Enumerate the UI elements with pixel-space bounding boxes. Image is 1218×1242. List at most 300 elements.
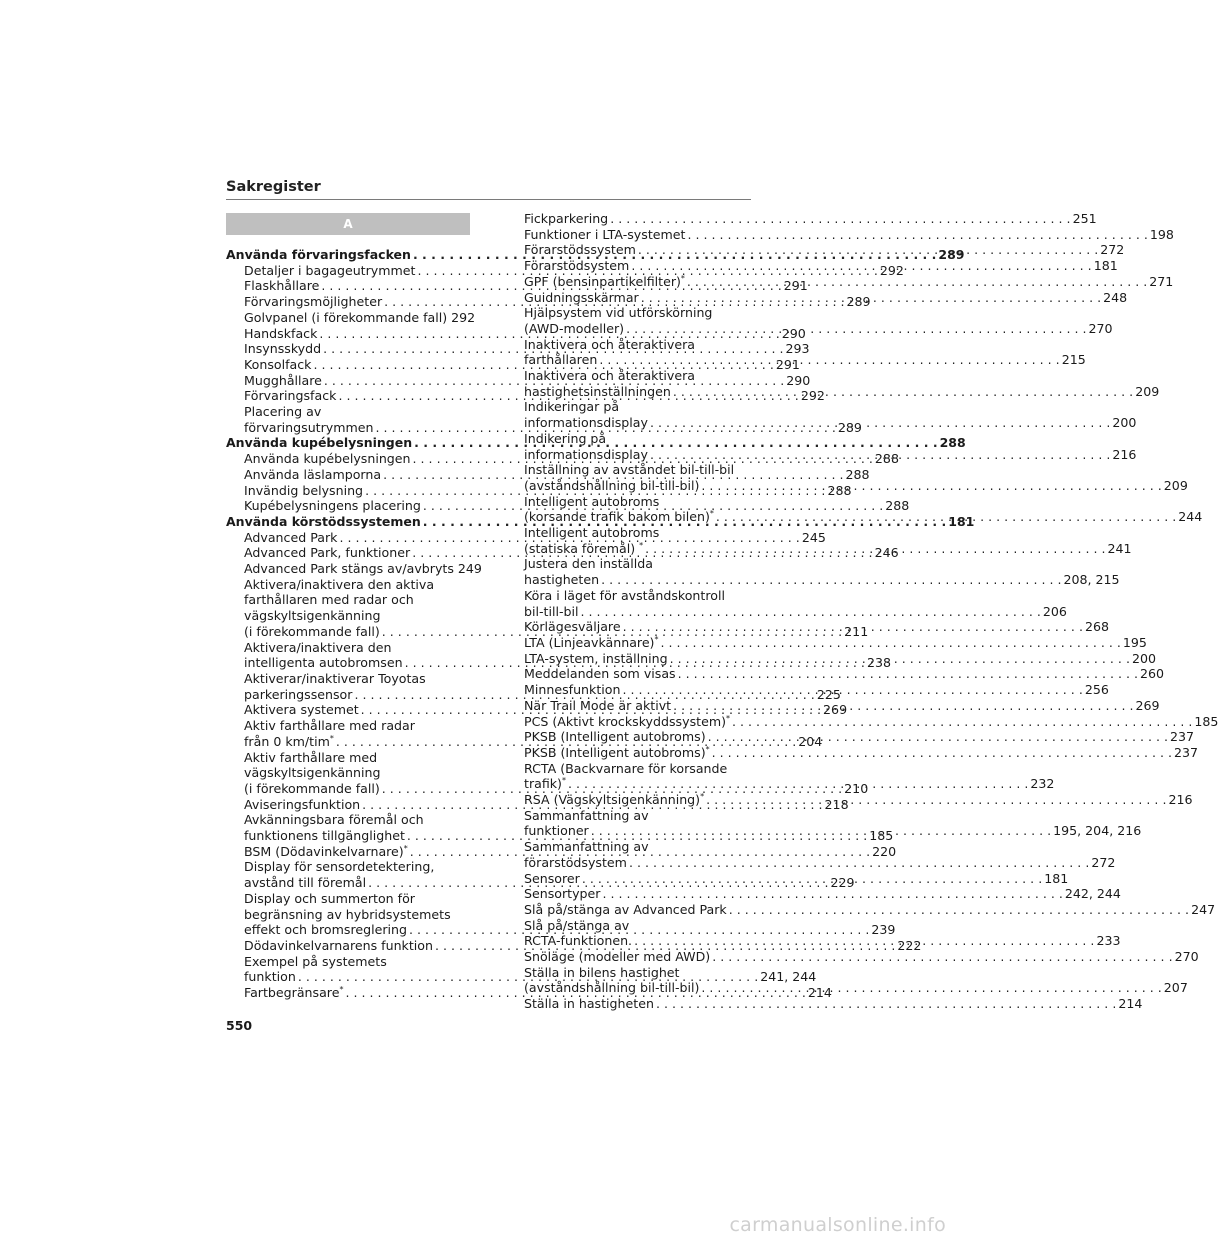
index-entry-label-text: Förarstödssystem [524,242,636,258]
index-entry-label [244,294,384,310]
dot-leader [634,933,1094,949]
index-entry-label-text: Sensorer [524,870,580,886]
index-entry-label [524,572,601,588]
index-entry-page: 218 [824,796,849,812]
index-entry-text-line: Aktivera/inaktivera den aktiva [244,576,435,592]
index-entry-page: 238 [866,655,891,671]
index-entry-label [244,985,345,1001]
index-entry-page: 237 [1174,744,1199,760]
index-entry-label-text: effekt och bromsreglering [244,922,407,938]
footnote-marker: * [709,509,714,519]
index-entry-page: 292 [879,262,904,278]
index-entry-label-text: Aktivera systemet [244,702,359,718]
index-entry-label-text: RSA (Vägskyltsigenkänning) [524,792,701,808]
index-entry-text-line: Aktiverar/inaktiverar Toyotas [244,670,426,686]
index-entry-text-line: Display för sensordetektering, [244,859,435,875]
index-entry-label [524,415,650,431]
index-entry-label-text: Sensortyper [524,886,601,902]
index-entry-page: 198 [1149,226,1174,242]
index-entry-label [244,655,405,671]
index-entry [524,211,1097,227]
index-entry-row [524,572,1120,588]
index-entry [524,901,1216,918]
dot-leader [626,321,1086,337]
index-entry-page: 249 [457,561,482,577]
section-letter: A [343,217,353,231]
index-entry-page: 241 [1107,540,1132,556]
index-entry-page: 229 [830,875,855,891]
index-entry-text-line: Sammanfattning av [524,807,649,823]
index-entry-row [244,309,476,326]
dot-leader [622,682,1082,698]
index-entry-label-text: Förvaringsmöjligheter [244,294,383,310]
index-entry-label [244,938,435,954]
dot-leader [645,541,1105,557]
index-entry-label-text: trafik) [524,776,562,792]
index-entry-label [524,211,610,227]
index-entry [524,886,1121,902]
index-entry-label-text: Minnesfunktion [524,682,621,698]
index-entry-label [524,949,712,965]
index-entry-label [524,698,673,714]
index-entry-row [524,996,1143,1012]
index-entry-page: 288 [939,435,966,451]
index-entry [524,744,1199,761]
index-entry-row [524,634,1147,651]
index-entry [524,713,1218,730]
index-entry-page: 269 [1135,697,1160,713]
index-entry-label-text: funktionens tillgänglighet [244,828,405,844]
index-entry-label-text: (i förekommande fall) [244,623,380,639]
index-entry-label [524,776,568,792]
index-entry-page: 181 [1044,870,1069,886]
index-entry-page: 204 [798,733,823,749]
index-entry-label [524,651,670,667]
index-entry-label-text: BSM (Dödavinkelvarnare) [244,843,404,859]
index-entry-page: 251 [1072,211,1097,226]
index-entry-text-line: vägskyltsigenkänning [244,608,381,624]
index-entry-label [524,352,599,368]
index-entry-row [524,211,1097,227]
dot-leader [629,855,1089,871]
index-entry-page: 260 [1139,666,1165,682]
index-entry-page: 214 [807,985,832,1001]
index-entry-label-text: När Trail Mode är aktivt [524,697,672,713]
index-entry-label [524,447,650,463]
dot-leader [650,447,1110,463]
footnote-marker: * [654,634,659,644]
index-entry-label-text: Dödavinkelvarnarens funktion [244,937,433,953]
index-entry [226,309,476,326]
index-entry [524,697,1160,714]
index-entry-page: 246 [874,545,899,561]
dot-leader [706,792,1166,808]
dot-leader [687,274,1147,290]
index-entry-text-line: begränsning av hybridsystemets [244,906,451,922]
index-entry-label [244,922,409,938]
index-entry-row [524,854,1116,871]
index-entry-label-text: funktioner [524,823,589,839]
index-entry-label [244,545,412,561]
index-entry-page: 185 [1194,713,1218,729]
index-entry-text-line: Aktivera/inaktivera den [244,639,392,655]
index-entry-label [524,274,687,290]
index-entry-page: 248 [1103,289,1128,305]
index-entry-label [244,781,382,797]
index-entry-text-line: Indikering på [524,430,607,446]
index-entry-label-text: (avståndshållning bil-till-bil) [524,477,700,493]
index-entry-text-line: Inaktivera och återaktivera [524,368,695,384]
index-entry-label-text: (korsande trafik bakom bilen) [524,509,710,525]
index-entry-label-text: bil-till-bil [524,603,579,619]
index-entry-label-text: Golvpanel (i förekommande fall) [244,309,448,325]
index-entry-label [524,996,656,1012]
dot-leader [568,776,1028,792]
index-entry-page: 181 [1093,258,1118,274]
index-entry-row [524,226,1174,243]
index-entry-label-text: (avståndshållning bil-till-bil) [524,980,700,996]
index-entry-page: 185 [869,828,894,844]
index-entry-label [524,729,708,745]
index-entry-label [524,666,678,682]
index-entry-page: 269 [823,702,848,718]
footnote-marker: * [561,776,566,786]
index-entry-label [244,357,313,373]
index-entry-label-text: informationsdisplay [524,446,648,462]
index-entry-text-line: Display och summerton för [244,890,415,906]
index-entry-label [524,933,634,949]
index-entry-label-text: LTA (Linjeavkännare) [524,634,655,650]
index-entry-page: 290 [781,325,806,341]
index-entry-label [524,745,712,761]
index-entry-label-text: Använda kupébelysningen [226,435,413,451]
index-entry-page: 293 [785,341,810,357]
index-entry-page: 195, 204, 216 [1053,823,1142,839]
index-entry-label-text: Handskfack [244,325,318,341]
dot-leader [716,509,1176,525]
index-entry-label-text: förvaringsutrymmen [244,419,374,435]
index-entry [524,587,1067,619]
index-entry-label [244,420,376,436]
index-entry-row [524,603,1067,620]
index-entry-page: 245 [801,529,826,545]
index-entry-label [524,604,581,620]
index-entry-label [524,321,626,337]
index-entry-label-text: avstånd till föremål [244,875,367,891]
dot-leader [631,258,1091,274]
index-entry-text-line: Exempel på systemets [244,953,387,969]
index-entry-page: 214 [1118,996,1143,1012]
index-entry-page: 291 [783,278,808,294]
index-entry-page: 244 [1178,509,1203,525]
dot-leader [582,871,1042,887]
index-entry-label-text: Funktioner i LTA-systemet [524,226,686,242]
index-entry-page: 216 [1112,446,1137,462]
index-entry-page: 225 [816,686,841,702]
dot-leader [712,745,1172,761]
index-entry-page: 290 [786,372,811,388]
index-entry-text-line: Justera den inställda [524,556,653,572]
index-entry-label-text: Meddelanden som visas [524,666,676,682]
index-entry-label [524,541,645,557]
dot-leader [701,478,1161,494]
index-entry-page: 211 [844,623,869,639]
index-entry-page: 216 [1168,792,1193,808]
index-entry-text-line: Inaktivera och återaktivera [524,336,695,352]
index-entry-label [244,624,382,640]
index-entry-label-text: förarstödsystem [524,854,627,870]
index-entry-label-text: Fartbegränsare [244,985,340,1001]
index-entry-label [524,902,729,918]
index-entry-label [226,435,414,451]
index-entry-page: 220 [872,843,897,859]
index-entry-page: 270 [1088,320,1113,336]
section-letter-bar [226,213,470,235]
index-entry-label [524,384,673,400]
dot-leader [708,729,1168,745]
index-entry-text-line: vägskyltsigenkänning [244,765,381,781]
index-entry-label-text: Kupébelysningens placering [244,498,421,514]
index-entry [524,556,1120,588]
footnote-marker: * [403,843,408,853]
index-entry-label [244,969,298,985]
index-entry-text-line: Aktiv farthållare med radar [244,718,415,734]
index-entry-row [244,561,482,577]
index-entry-label [244,561,456,577]
index-entry-label [524,714,732,730]
index-entry [524,634,1147,651]
dot-leader [650,415,1110,431]
dot-leader [610,211,1070,227]
index-entry-label-text: GPF (bensinpartikelfilter) [524,273,681,289]
index-entry-label [244,702,361,718]
dot-leader [641,290,1101,306]
index-entry-text-line: Köra i läget för avståndskontroll [524,587,725,603]
index-entry-label-text: hastighetsinställningen [524,383,671,399]
index-entry-label-text: Advanced Park stängs av/avbryts [244,561,454,577]
index-entry-label-text: intelligenta autobromsen [244,655,403,671]
dot-leader [581,604,1041,620]
index-entry-page: 200 [1112,415,1137,431]
footnote-marker: * [726,713,731,723]
index-entry-label-text: Invändig belysning [244,482,364,498]
index-entry-page: 209 [1135,383,1160,399]
index-entry-label-text: Detaljer i bagageutrymmet [244,262,416,278]
index-entry-label-text: Guidningsskärmar [524,289,639,305]
index-entry-page: 200 [1131,650,1156,666]
index-entry-label-text: parkeringssensor [244,686,353,702]
index-entry-label-text: (AWD-modeller) [524,320,625,336]
index-entry-text-line: Indikeringar på [524,399,620,415]
index-entry-label [524,635,660,651]
index-entry-label [244,844,410,860]
index-entry-page: 195 [1122,634,1147,650]
footnote-marker: * [680,273,685,283]
index-entry-page: 242, 244 [1064,886,1121,902]
index-entry-label-text: Advanced Park [244,529,338,545]
index-entry-label-text: Snöläge (modeller med AWD) [524,949,711,965]
index-entry-label-text: Fickparkering [524,211,609,226]
index-entry-label-text: Förarstödsystem [524,258,630,274]
dot-leader [673,384,1133,400]
index-entry-page: 289 [846,294,871,310]
index-entry-label-text: (i förekommande fall) [244,780,380,796]
index-entry-page: 209 [1163,477,1188,493]
index-entry-label-text: LTA-system, inställning [524,650,668,666]
index-entry-label-text: informationsdisplay [524,415,648,431]
index-entry-label-text: PKSB (Intelligent autobroms) [524,744,706,760]
dot-leader [673,698,1133,714]
dot-leader [732,714,1192,730]
page-number: 550 [226,1018,253,1033]
index-entry-label-text: Använda läslamporna [244,466,382,482]
index-entry-label [524,871,582,887]
index-entry-page: 288 [845,466,870,482]
index-entry-row [524,744,1199,761]
index-entry-text-line: Slå på/stänga av [524,917,630,933]
index-entry-label [244,530,339,546]
index-entry-page: 289 [938,247,965,262]
index-entry-label [524,227,687,243]
index-entry-page: 241, 244 [760,969,817,985]
index-entry-label [244,467,383,483]
footnote-marker: * [705,744,710,754]
dot-leader [656,996,1116,1012]
index-entry-label [524,258,631,274]
index-entry-label [524,855,629,871]
index-entry-label [524,980,701,996]
index-entry [524,949,1199,965]
dot-leader [638,242,1098,258]
index-entry-page: 239 [871,922,896,938]
index-entry-label [244,687,354,703]
dot-leader [599,352,1059,368]
index-entry-row [524,697,1160,714]
dot-leader [678,666,1138,682]
index-entry-label-text: Konsolfack [244,356,312,372]
index-entry-label [524,290,641,306]
index-entry-label-text: (statiska föremål) [524,540,640,556]
index-entry-page: 181 [948,513,975,529]
index-entry-label [244,388,338,404]
index-entry [524,226,1174,243]
index-entry-page: 272 [1100,242,1125,258]
index-entry-label [524,823,591,839]
index-entry-label [244,828,407,844]
header-divider [226,199,751,200]
index-entry-label-text: Ställa in hastigheten [524,996,654,1012]
index-entry-page: 288 [827,482,852,498]
footnote-marker: * [639,540,644,550]
index-entry-row [524,666,1165,682]
index-entry-label-text: Insynsskydd [244,341,322,357]
page-header [226,179,751,195]
index-entry-page: 292 [800,388,825,404]
index-entry-label [524,478,701,494]
footnote-marker: * [329,733,334,743]
index-entry-text-line: Intelligent autobroms [524,525,660,541]
dot-leader [712,949,1172,965]
index-entry-page: 207 [1163,980,1188,996]
index-entry-label-text: RCTA-funktionen. [524,933,633,949]
index-entry-page: 215 [1061,352,1086,368]
index-entry-page: 247 [1191,901,1216,917]
index-entry-label [244,451,413,467]
index-entry-label [244,373,324,389]
index-entry-label-text: Använda kupébelysningen [244,451,411,467]
index-entry-row [524,949,1199,965]
index-entry-label [244,263,417,279]
index-entry-label [524,509,716,525]
index-entry-label [524,619,623,635]
index-entry-page: 237 [1170,729,1195,745]
index-entry-label-text: Använda körstödssystemen [226,513,421,529]
dot-leader [591,823,1051,839]
index-entry-text-line: Aktiv farthållare med [244,749,378,765]
index-entry-label-text: Använda förvaringsfacken [226,247,411,262]
index-entry-label [244,341,323,357]
index-entry-row [524,901,1216,918]
index-entry-label-text: Advanced Park, funktioner [244,545,411,561]
index-entry-label [524,682,622,698]
index-entry-label [244,278,321,294]
index-entry-text-line: Intelligent autobroms [524,493,660,509]
index-entry [524,666,1165,682]
index-entry-text-line: RCTA (Backvarnare för korsande [524,760,728,776]
index-entry-text-line: Sammanfattning av [524,839,649,855]
index-entry [226,561,482,577]
index-entry-label-text: Mugghållare [244,372,322,388]
index-entry-label-text: hastigheten [524,572,600,588]
index-entry-label [244,326,319,342]
index-entry-text-line: farthållaren med radar och [244,592,414,608]
index-entry-label [244,734,336,750]
footnote-marker: * [339,985,344,995]
index-entry-label-text: Aviseringsfunktion [244,796,361,812]
index-entry-page: 208, 215 [1063,572,1120,588]
index-entry-label [226,514,423,530]
index-entry-row [524,886,1121,902]
dot-leader [623,619,1083,635]
index-entry-text-line: Placering av [244,404,322,420]
index-entry-page: 288 [874,451,899,467]
dot-leader [701,980,1161,996]
index-entry-label [244,483,365,499]
dot-leader [687,227,1147,243]
footnote-marker: * [700,792,705,802]
index-entry-label-text: PKSB (Intelligent autobroms) [524,729,706,745]
index-entry-page: 291 [775,356,800,372]
index-entry-page: 289 [837,419,862,435]
index-entry-label [524,792,706,808]
index-entry-row [524,713,1218,730]
index-entry-page: 268 [1084,619,1109,635]
index-entry-text-line: Ställa in bilens hastighet [524,964,680,980]
index-entry-label [244,498,423,514]
index-entry-label-text: PCS (Aktivt krockskyddssystem) [524,713,727,729]
index-entry [524,996,1143,1012]
dot-leader [602,886,1062,902]
index-entry-label [524,886,602,902]
index-entry-label-text: funktion [244,969,296,985]
index-entry-label [244,875,368,891]
index-entry-label-text: Flaskhållare [244,278,320,294]
index-entry-text-line: Avkänningsbara föremål och [244,812,424,828]
page-title: Sakregister [226,179,321,195]
index-entry-label-text: Slå på/stänga av Advanced Park [524,901,727,917]
index-entry-text-line: Hjälpsystem vid utförskörning [524,305,713,321]
index-entry-label [226,247,413,263]
